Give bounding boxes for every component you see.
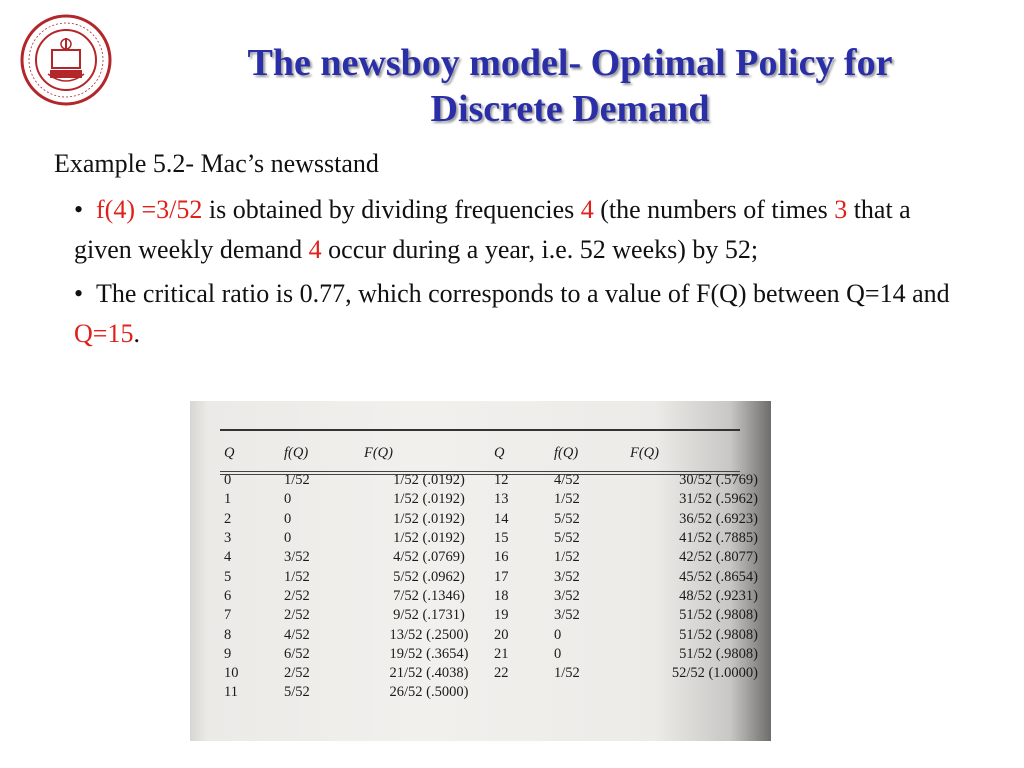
table-cell bbox=[554, 683, 630, 702]
table-cell: 1/52 (.0192) bbox=[393, 510, 465, 527]
table-cell: 0 bbox=[224, 472, 232, 489]
table-cell: 7 bbox=[224, 607, 232, 624]
table-row bbox=[224, 529, 764, 548]
table-cell: 1/52 bbox=[554, 549, 580, 566]
table-cell: 0 bbox=[554, 626, 562, 643]
table-cell: 0 bbox=[284, 530, 292, 547]
example-heading: Example 5.2- Mac’s newsstand bbox=[54, 149, 379, 178]
table-row bbox=[224, 625, 764, 644]
table-cell: 11 bbox=[224, 684, 238, 701]
bullet-2-text-a: The critical ratio is 0.77, which corresponds to a value of F(Q) between Q=14 and bbox=[96, 279, 950, 308]
table-cell: 10 bbox=[224, 665, 239, 682]
table-header-row bbox=[224, 445, 764, 471]
table-cell: 15 bbox=[494, 530, 509, 547]
table-cell: 42/52 (.8077) bbox=[679, 549, 758, 566]
table-cell bbox=[630, 683, 764, 702]
table-cell: 19/52 (.3654) bbox=[389, 645, 469, 662]
table-cell: 3/52 bbox=[284, 549, 310, 566]
table-cell: 1/52 bbox=[554, 491, 580, 508]
table-cell: 30/52 (.5769) bbox=[679, 472, 758, 489]
table-cell: 5/52 bbox=[284, 684, 310, 701]
bullet-1-highlight-4b: 4 bbox=[308, 235, 322, 264]
table-cell: 4/52 (.0769) bbox=[393, 549, 465, 566]
table-cell: 13 bbox=[494, 491, 509, 508]
table-cell: 9/52 (.1731) bbox=[393, 607, 465, 624]
bullet-dot: • bbox=[74, 279, 84, 308]
table-cell bbox=[494, 683, 554, 702]
table-cell: 21 bbox=[494, 645, 509, 662]
table-cell: 36/52 (.6923) bbox=[679, 510, 758, 527]
table-cell: 13/52 (.2500) bbox=[389, 626, 469, 643]
table-cell: 6/52 bbox=[284, 645, 310, 662]
bullet-1 bbox=[74, 190, 974, 270]
title-line-1: The newsboy model- Optimal Policy for bbox=[247, 42, 893, 84]
bullet-1-highlight-3: 3 bbox=[834, 195, 848, 224]
distribution-table bbox=[224, 445, 764, 703]
table-cell: 5 bbox=[224, 568, 232, 585]
table-cell: 4/52 bbox=[284, 626, 310, 643]
table-cell: 1/52 bbox=[284, 568, 310, 585]
table-cell: 0 bbox=[284, 491, 292, 508]
table-cell: 3/52 bbox=[554, 587, 580, 604]
table-cell: 7/52 (.1346) bbox=[393, 587, 465, 604]
bullet-1-highlight-formula: f(4) =3/52 bbox=[96, 195, 203, 224]
table-cell: 18 bbox=[494, 587, 509, 604]
bullet-2-text-b: . bbox=[133, 319, 140, 348]
table-cell: 19 bbox=[494, 607, 509, 624]
table-cell: 1/52 (.0192) bbox=[393, 530, 465, 547]
bullet-1-text-c: that a given weekly demand bbox=[74, 195, 911, 264]
table-cell: 0 bbox=[284, 510, 292, 527]
table-cell: 4 bbox=[224, 549, 232, 566]
table-row bbox=[224, 548, 764, 567]
table-cell: 2/52 bbox=[284, 587, 310, 604]
table-cell: 1 bbox=[224, 491, 232, 508]
header-q-2: Q bbox=[494, 445, 505, 461]
header-q: Q bbox=[224, 445, 235, 461]
table-cell: 16 bbox=[494, 549, 509, 566]
table-cell: 1/52 bbox=[284, 472, 310, 489]
table-cell: 45/52 (.8654) bbox=[679, 568, 758, 585]
bullet-list bbox=[74, 190, 974, 358]
table-top-rule bbox=[220, 429, 740, 431]
table-cell: 6 bbox=[224, 587, 232, 604]
table-cell: 51/52 (.9808) bbox=[679, 607, 758, 624]
bullet-dot: • bbox=[74, 195, 84, 224]
table-cell: 52/52 (1.0000) bbox=[671, 665, 758, 682]
bullet-1-text-d: occur during a year, i.e. 52 weeks) by 52; bbox=[321, 235, 759, 264]
table-cell: 5/52 bbox=[554, 510, 580, 527]
table-cell: 12 bbox=[494, 472, 509, 489]
bullet-1-text-a: is obtained by dividing frequencies bbox=[202, 195, 581, 224]
table-cell: 26/52 (.5000) bbox=[389, 684, 469, 701]
table-body bbox=[224, 471, 764, 703]
table-cell: 9 bbox=[224, 645, 232, 662]
bullet-1-text-b: (the numbers of times bbox=[593, 195, 835, 224]
table-cell: 21/52 (.4038) bbox=[389, 665, 469, 682]
table-cell: 1/52 (.0192) bbox=[393, 472, 465, 489]
table-cell: 51/52 (.9808) bbox=[679, 626, 758, 643]
slide-title bbox=[150, 40, 990, 132]
table-cell: 51/52 (.9808) bbox=[679, 645, 758, 662]
table-row bbox=[224, 510, 764, 529]
table-row bbox=[224, 683, 764, 702]
table-cell: 17 bbox=[494, 568, 509, 585]
table-cell: 3/52 bbox=[554, 607, 580, 624]
header-fq: f(Q) bbox=[284, 445, 309, 461]
table-cell: 20 bbox=[494, 626, 509, 643]
table-cell: 8 bbox=[224, 626, 232, 643]
table-cell: 31/52 (.5962) bbox=[679, 491, 758, 508]
header-cdf-2: F(Q) bbox=[630, 445, 659, 461]
table-row bbox=[224, 587, 764, 606]
table-cell: 41/52 (.7885) bbox=[679, 530, 758, 547]
table-cell: 2/52 bbox=[284, 607, 310, 624]
table-cell: 0 bbox=[554, 645, 562, 662]
table-cell: 4/52 bbox=[554, 472, 580, 489]
table-row bbox=[224, 567, 764, 586]
table-cell: 2 bbox=[224, 510, 232, 527]
table-cell: 1/52 (.0192) bbox=[393, 491, 465, 508]
header-cdf: F(Q) bbox=[364, 445, 393, 461]
table-row bbox=[224, 490, 764, 509]
title-line-2: Discrete Demand bbox=[430, 88, 710, 130]
university-seal-icon bbox=[20, 14, 112, 106]
table-row bbox=[224, 606, 764, 625]
table-cell: 3/52 bbox=[554, 568, 580, 585]
table-cell: 2/52 bbox=[284, 665, 310, 682]
table-cell: 1/52 bbox=[554, 665, 580, 682]
bullet-2 bbox=[74, 274, 974, 354]
table-cell: 48/52 (.9231) bbox=[679, 587, 758, 604]
table-cell: 5/52 bbox=[554, 530, 580, 547]
table-cell: 3 bbox=[224, 530, 232, 547]
scanned-table-image bbox=[190, 401, 771, 741]
table-row bbox=[224, 471, 764, 490]
bullet-2-highlight-q15: Q=15 bbox=[74, 319, 134, 348]
table-cell: 5/52 (.0962) bbox=[393, 568, 465, 585]
table-cell: 22 bbox=[494, 665, 509, 682]
table-cell: 14 bbox=[494, 510, 509, 527]
table-row bbox=[224, 664, 764, 683]
header-fq-2: f(Q) bbox=[554, 445, 579, 461]
table-row bbox=[224, 645, 764, 664]
bullet-1-highlight-4a: 4 bbox=[580, 195, 594, 224]
